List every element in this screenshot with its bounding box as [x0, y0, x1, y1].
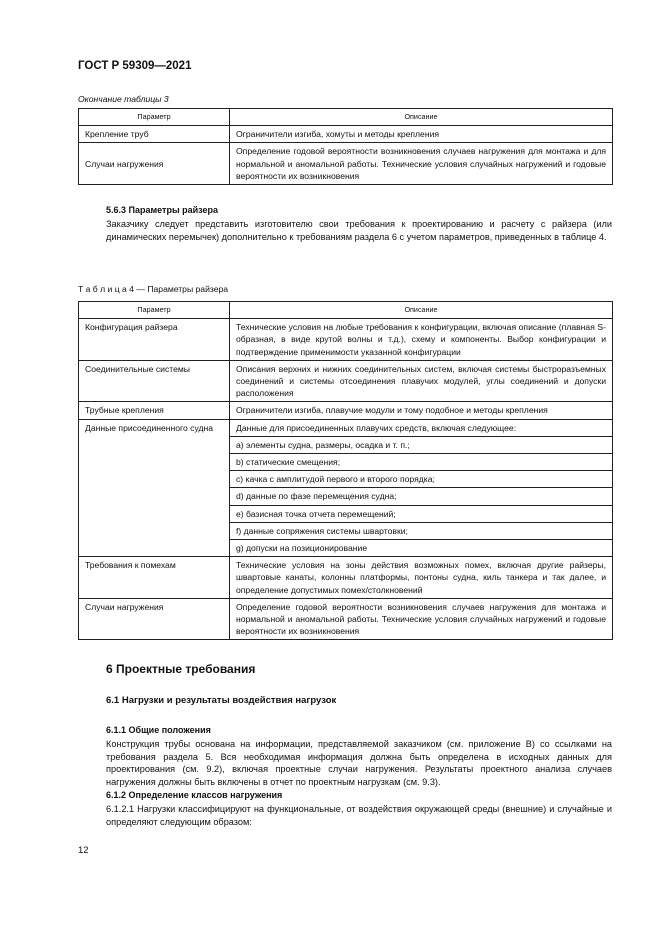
document-header: ГОСТ Р 59309—2021 [78, 60, 192, 72]
table-row [79, 319, 613, 361]
param-cell: Данные присоединенного судна [79, 419, 230, 557]
param-cell: Случаи нагружения [79, 598, 230, 640]
list-item: g) допуски на позиционирование [236, 542, 368, 553]
column-header-param: Параметр [79, 302, 230, 319]
table3-continuation-caption: Окончание таблицы 3 [78, 94, 169, 104]
list-item: d) данные по фазе перемещения судна; [230, 488, 612, 505]
desc-cell: Определение годовой вероятности возникновения случаев нагружения для монтажа и для нормальной и аномальной работы. Технические условия случайных нагружений и годовые вероятности их возникновения [230, 143, 613, 185]
table4-title: Т а б л и ц а 4 — Параметры райзера [78, 284, 229, 294]
table-row [79, 402, 613, 419]
param-cell: Конфигурация райзера [79, 319, 230, 361]
table-3 [78, 108, 613, 185]
list-item: c) качка с амплитудой первого и второго порядка; [230, 471, 612, 488]
table-row [79, 419, 613, 557]
section-6-1-1-heading: 6.1.1 Общие положения [106, 725, 211, 735]
param-cell: Случаи нагружения [79, 143, 230, 185]
paragraph: Заказчику следует представить изготовителю свои требования к проектированию и расчету с райзера (или динамических перемычек) дополнительно к требованиям раздела 6 с учетом параметров, приведенных в таблице 4. [106, 219, 612, 242]
table-row [79, 557, 613, 599]
section-6-1-2-heading: 6.1.2 Определение классов нагружения [106, 790, 283, 800]
section-5-6-3-heading: 5.6.3 Параметры райзера [106, 205, 219, 215]
list-item: e) базисная точка отчета перемещений; [230, 506, 612, 523]
desc-cell: Технические условия на любые требования к конфигурации, включая описание (плавная S-образная, в виде крутой волны и т.д.), схему и компоненты. Выбор конфигурации и подтверждение применимости указанной конфигурации [230, 319, 613, 361]
desc-cell: Ограничители изгиба, хомуты и методы крепления [230, 126, 613, 143]
page-number: 12 [78, 845, 89, 856]
section-6-1-heading: 6.1 Нагрузки и результаты воздействия нагрузок [106, 695, 337, 706]
list-item: f) данные сопряжения системы швартовки; [230, 523, 612, 540]
table-row [79, 598, 613, 640]
desc-cell: Ограничители изгиба, плавучие модули и тому подобное и методы крепления [230, 402, 613, 419]
list-item: b) статические смещения; [230, 454, 612, 471]
section-6-1-2-1-text [78, 803, 612, 828]
desc-cell: Описания верхних и нижних соединительных систем, включая системы быстроразъемных соединений и системы отсоединения плавучих модулей, углы соединений и допуски расположения [230, 360, 613, 402]
section-5-6-3-text [78, 218, 612, 243]
list-item: a) элементы судна, размеры, осадка и т. п.; [230, 437, 612, 454]
list-item: Данные для присоединенных плавучих средств, включая следующее: [230, 420, 612, 437]
table-row [79, 360, 613, 402]
param-cell: Соединительные системы [79, 360, 230, 402]
param-cell: Крепление труб [79, 126, 230, 143]
desc-list-cell [230, 419, 613, 557]
table-row [79, 143, 613, 185]
column-header-param: Параметр [79, 109, 230, 126]
table-4 [78, 301, 613, 640]
desc-cell: Определение годовой вероятности возникновения случаев нагружения для монтажа и нормальной и аномальной работы. Технические условия случайных нагружений и годовые вероятности их возникновения [230, 598, 613, 640]
paragraph: 6.1.2.1 Нагрузки классифицируют на функциональные, от воздействия окружающей среды (внешние) и случайные и определяют следующим образом: [106, 804, 612, 827]
column-header-desc: Описание [230, 302, 613, 319]
section-6-1-1-text [78, 738, 612, 788]
param-cell: Требования к помехам [79, 557, 230, 599]
section-6-heading: 6 Проектные требования [106, 662, 256, 676]
table-header-row [79, 109, 613, 126]
desc-cell: Технические условия на зоны действия возможных помех, включая другие райзеры, швартовые канаты, колонны платформы, понтоны судна, киль танкера и так далее, и определение допустимых помех/столкновений [230, 557, 613, 599]
column-header-desc: Описание [230, 109, 613, 126]
paragraph: Конструкция трубы основана на информации, представляемой заказчиком (см. приложение В) со ссылками на требования раздела 5. Вся необходимая информация должна быть определена в исходных данных для проектирования (см. 9.2), включая проектные случаи нагружения. Результаты проектного анализа случаев нагружения должны быть включены в отчет по проектным нагрузкам (см. 9.3). [106, 739, 612, 787]
param-cell: Трубные крепления [79, 402, 230, 419]
table-header-row [79, 302, 613, 319]
table-row [79, 126, 613, 143]
